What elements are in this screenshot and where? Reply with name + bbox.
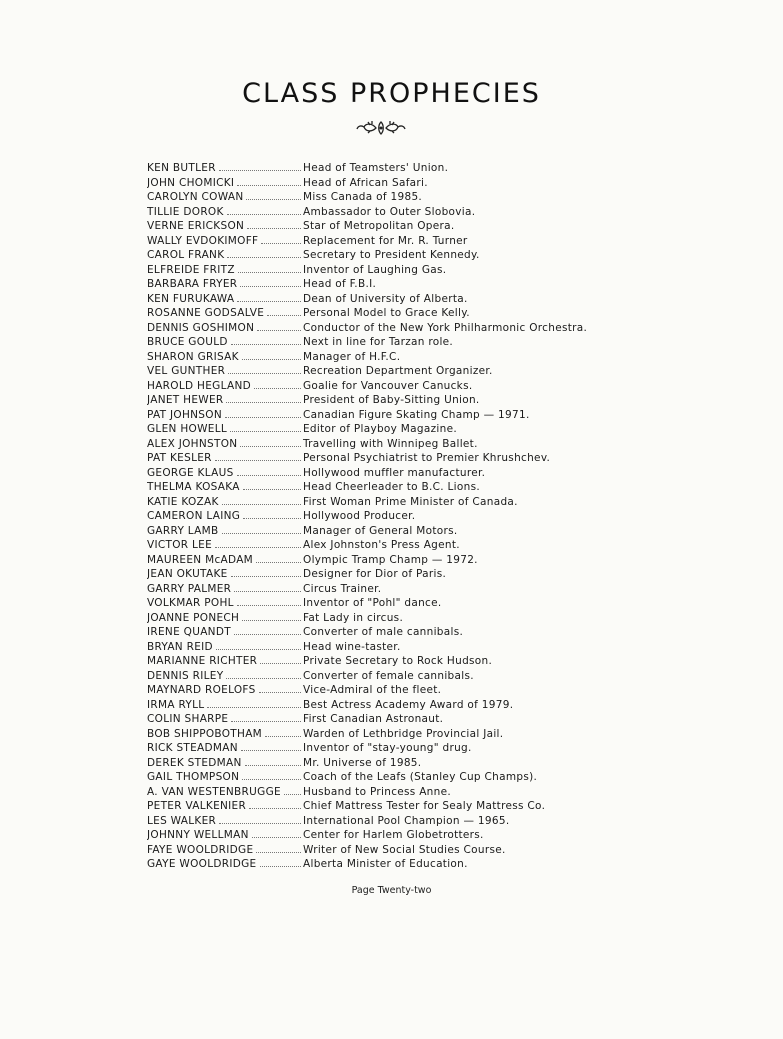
student-name: JANET HEWER [147, 394, 224, 406]
prophecy-text: Head of Teamsters' Union. [303, 162, 449, 174]
student-name-cell [147, 698, 303, 713]
list-item [147, 234, 627, 249]
list-item [147, 335, 627, 350]
list-item [147, 654, 627, 669]
list-item [147, 277, 627, 292]
student-name: GAIL THOMPSON [147, 771, 240, 783]
prophecy-text: Miss Canada of 1985. [303, 191, 423, 203]
student-name: LES WALKER [147, 814, 217, 827]
prophecy-text: Conductor of the New York Philharmonic Orchestra. [303, 321, 588, 334]
student-name: VOLKMAR POHL [147, 597, 234, 609]
list-item [147, 219, 627, 234]
student-name-cell [147, 176, 303, 191]
list-item [147, 524, 627, 539]
student-name-cell [147, 785, 303, 800]
dot-leader [216, 649, 301, 650]
prophecy-text: Secretary to President Kennedy. [303, 249, 480, 261]
student-name: THELMA KOSAKA [147, 481, 240, 493]
list-item [147, 611, 627, 626]
student-name: BARBARA FRYER [147, 278, 238, 290]
prophecy-text: Dean of University of Alberta. [303, 292, 468, 305]
dot-leader [265, 736, 301, 737]
student-name: JOANNE PONECH [147, 611, 240, 624]
list-item [147, 350, 627, 365]
student-name-cell [147, 712, 303, 727]
student-name: CAROL FRANK [147, 249, 225, 261]
dot-leader [260, 866, 302, 867]
list-item [147, 756, 627, 771]
dot-leader [245, 765, 301, 766]
dot-leader [247, 228, 301, 229]
student-name-cell [147, 277, 303, 292]
student-name-cell [147, 263, 303, 278]
prophecy-text: Head wine-taster. [303, 640, 401, 653]
dot-leader [231, 576, 301, 577]
student-name-cell [147, 669, 303, 684]
student-name: DEREK STEDMAN [147, 756, 242, 769]
dot-leader [222, 504, 301, 505]
list-item [147, 741, 627, 756]
list-item [147, 828, 627, 843]
list-item [147, 321, 627, 336]
student-name-cell [147, 364, 303, 379]
student-name: IRMA RYLL [147, 698, 205, 711]
list-item [147, 843, 627, 858]
prophecy-text: Warden of Lethbridge Provincial Jail. [303, 727, 504, 740]
list-item [147, 364, 627, 379]
student-name-cell [147, 625, 303, 640]
student-name-cell [147, 408, 303, 423]
prophecy-text: Personal Psychiatrist to Premier Khrushchev. [303, 452, 551, 464]
list-item [147, 176, 627, 191]
dot-leader [237, 475, 301, 476]
dot-leader [230, 431, 301, 432]
list-item [147, 451, 627, 466]
list-item [147, 640, 627, 655]
student-name: A. VAN WESTENBRUGGE [147, 785, 281, 798]
student-name-cell [147, 335, 303, 350]
dot-leader [240, 286, 301, 287]
dot-leader [261, 243, 301, 244]
dot-leader [242, 620, 301, 621]
prophecy-text: Goalie for Vancouver Canucks. [303, 379, 473, 392]
dot-leader [238, 272, 301, 273]
list-item [147, 553, 627, 568]
student-name: JOHN CHOMICKI [147, 176, 235, 189]
student-name-cell [147, 437, 303, 452]
student-name: IRENE QUANDT [147, 626, 231, 638]
prophecy-text: Next in line for Tarzan role. [303, 336, 454, 348]
student-name: GLEN HOWELL [147, 423, 227, 435]
student-name: VERNE ERICKSON [147, 220, 245, 232]
prophecy-text: Canadian Figure Skating Champ — 1971. [303, 408, 530, 421]
student-name: VICTOR LEE [147, 539, 213, 551]
list-item [147, 509, 627, 524]
student-name: JEAN OKUTAKE [147, 568, 228, 580]
student-name: KATIE KOZAK [147, 495, 219, 508]
student-name-cell [147, 640, 303, 655]
student-name-cell [147, 292, 303, 307]
student-name: PAT JOHNSON [147, 408, 222, 421]
dot-leader [260, 663, 301, 664]
list-item [147, 857, 627, 872]
prophecy-list [147, 161, 627, 872]
student-name-cell [147, 553, 303, 568]
prophecy-text: Inventor of "Pohl" dance. [303, 597, 442, 609]
student-name-cell [147, 727, 303, 742]
page-number: Page Twenty-two [351, 885, 432, 896]
dot-leader [225, 417, 301, 418]
dot-leader [219, 170, 301, 171]
dot-leader [243, 489, 301, 490]
student-name: COLIN SHARPE [147, 713, 229, 725]
prophecy-text: Olympic Tramp Champ — 1972. [303, 553, 478, 566]
student-name: KEN FURUKAWA [147, 292, 235, 305]
dot-leader [231, 721, 301, 722]
student-name-cell [147, 799, 303, 814]
student-name: DENNIS GOSHIMON [147, 321, 255, 334]
list-item [147, 263, 627, 278]
dot-leader [219, 823, 301, 824]
student-name-cell [147, 451, 303, 466]
dot-leader [237, 605, 301, 606]
student-name: CAROLYN COWAN [147, 191, 244, 203]
student-name-cell [147, 683, 303, 698]
dot-leader [226, 678, 301, 679]
list-item [147, 596, 627, 611]
student-name-cell [147, 770, 303, 785]
list-item [147, 466, 627, 481]
dot-leader [234, 634, 301, 635]
prophecy-text: Best Actress Academy Award of 1979. [303, 698, 514, 711]
dot-leader [257, 330, 301, 331]
prophecy-text: Star of Metropolitan Opera. [303, 220, 455, 232]
student-name: JOHNNY WELLMAN [147, 829, 249, 841]
prophecy-text: Replacement for Mr. R. Turner [303, 234, 468, 247]
prophecy-text: Manager of General Motors. [303, 524, 458, 537]
student-name: MARIANNE RICHTER [147, 655, 258, 667]
student-name-cell [147, 234, 303, 249]
student-name-cell [147, 219, 303, 234]
student-name: KEN BUTLER [147, 162, 216, 174]
dot-leader [234, 591, 301, 592]
prophecy-text: First Canadian Astronaut. [303, 713, 444, 725]
dot-leader [215, 547, 301, 548]
prophecy-text: Husband to Princess Anne. [303, 785, 451, 798]
list-item [147, 669, 627, 684]
student-name-cell [147, 654, 303, 669]
list-item [147, 480, 627, 495]
page-title: CLASS PROPHECIES [242, 78, 541, 110]
student-name: FAYE WOOLDRIDGE [147, 843, 254, 856]
student-name: RICK STEADMAN [147, 742, 238, 754]
student-name-cell [147, 741, 303, 756]
list-item [147, 393, 627, 408]
student-name-cell [147, 524, 303, 539]
student-name-cell [147, 611, 303, 626]
list-item [147, 205, 627, 220]
list-item [147, 161, 627, 176]
prophecy-text: Vice-Admiral of the fleet. [303, 684, 442, 696]
student-name: BRUCE GOULD [147, 336, 228, 348]
student-name-cell [147, 596, 303, 611]
prophecy-text: Alberta Minister of Education. [303, 858, 468, 870]
dot-leader [267, 315, 301, 316]
prophecy-text: Recreation Department Organizer. [303, 365, 493, 377]
dot-leader [246, 199, 301, 200]
list-item [147, 727, 627, 742]
student-name: CAMERON LAING [147, 510, 241, 522]
student-name-cell [147, 321, 303, 336]
list-item [147, 248, 627, 263]
prophecy-text: Converter of male cannibals. [303, 626, 464, 638]
student-name: ALEX JOHNSTON [147, 437, 238, 450]
list-item [147, 625, 627, 640]
student-name: SHARON GRISAK [147, 350, 239, 363]
prophecy-text: Editor of Playboy Magazine. [303, 423, 457, 435]
student-name-cell [147, 567, 303, 582]
student-name: BOB SHIPPOBOTHAM [147, 727, 263, 740]
dot-leader [227, 214, 301, 215]
list-item [147, 437, 627, 452]
student-name: TILLIE DOROK [147, 205, 224, 218]
prophecy-text: First Woman Prime Minister of Canada. [303, 495, 518, 508]
dot-leader [241, 750, 301, 751]
prophecy-text: Head Cheerleader to B.C. Lions. [303, 481, 480, 493]
dot-leader [240, 446, 301, 447]
prophecy-text: Designer for Dior of Paris. [303, 568, 447, 580]
student-name-cell [147, 422, 303, 437]
dot-leader [256, 852, 301, 853]
list-item [147, 683, 627, 698]
prophecy-text: Chief Mattress Tester for Sealy Mattress Co. [303, 800, 546, 812]
student-name: ROSANNE GODSALVE [147, 307, 265, 319]
list-item [147, 799, 627, 814]
list-item [147, 582, 627, 597]
prophecy-text: Mr. Universe of 1985. [303, 756, 422, 769]
student-name-cell [147, 205, 303, 220]
student-name-cell [147, 582, 303, 597]
prophecy-text: Circus Trainer. [303, 582, 382, 595]
list-item [147, 814, 627, 829]
prophecy-text: Alex Johnston's Press Agent. [303, 539, 460, 551]
dot-leader [284, 794, 301, 795]
list-item [147, 712, 627, 727]
prophecy-text: International Pool Champion — 1965. [303, 814, 510, 827]
student-name-cell [147, 161, 303, 176]
student-name-cell [147, 495, 303, 510]
student-name-cell [147, 306, 303, 321]
list-item [147, 379, 627, 394]
list-item [147, 292, 627, 307]
prophecy-text: Writer of New Social Studies Course. [303, 843, 506, 856]
prophecy-text: Fat Lady in circus. [303, 611, 404, 624]
dot-leader [254, 388, 301, 389]
list-item [147, 567, 627, 582]
prophecy-text: President of Baby-Sitting Union. [303, 394, 480, 406]
prophecy-text: Center for Harlem Globetrotters. [303, 829, 484, 841]
list-item [147, 190, 627, 205]
dot-leader [207, 707, 301, 708]
student-name: GEORGE KLAUS [147, 466, 234, 479]
student-name-cell [147, 538, 303, 553]
list-item [147, 408, 627, 423]
prophecy-text: Manager of H.F.C. [303, 350, 401, 363]
student-name: PAT KESLER [147, 452, 212, 464]
list-item [147, 306, 627, 321]
student-name-cell [147, 248, 303, 263]
student-name-cell [147, 843, 303, 858]
list-item [147, 698, 627, 713]
dot-leader [242, 779, 301, 780]
student-name-cell [147, 509, 303, 524]
student-name: PETER VALKENIER [147, 800, 247, 812]
list-item [147, 538, 627, 553]
dot-leader [256, 562, 301, 563]
prophecy-text: Hollywood muffler manufacturer. [303, 466, 486, 479]
student-name: DENNIS RILEY [147, 669, 224, 682]
prophecy-text: Hollywood Producer. [303, 510, 416, 522]
student-name: ELFREIDE FRITZ [147, 263, 235, 276]
student-name: GAYE WOOLDRIDGE [147, 858, 257, 870]
prophecy-text: Inventor of "stay-young" drug. [303, 742, 472, 754]
list-item [147, 422, 627, 437]
list-item [147, 770, 627, 785]
student-name: GARRY LAMB [147, 524, 219, 537]
dot-leader [252, 837, 301, 838]
prophecy-text: Converter of female cannibals. [303, 669, 474, 682]
dot-leader [242, 359, 301, 360]
prophecy-text: Inventor of Laughing Gas. [303, 263, 447, 276]
prophecy-text: Private Secretary to Rock Hudson. [303, 655, 493, 667]
student-name-cell [147, 857, 303, 872]
list-item [147, 785, 627, 800]
student-name-cell [147, 466, 303, 481]
dot-leader [227, 257, 301, 258]
dot-leader [237, 301, 301, 302]
dot-leader [237, 185, 301, 186]
prophecy-text: Coach of the Leafs (Stanley Cup Champs). [303, 771, 538, 783]
dot-leader [249, 808, 301, 809]
prophecy-text: Travelling with Winnipeg Ballet. [303, 437, 478, 450]
prophecy-text: Head of F.B.I. [303, 278, 377, 290]
student-name: HAROLD HEGLAND [147, 379, 251, 392]
student-name-cell [147, 814, 303, 829]
student-name: MAYNARD ROELOFS [147, 684, 256, 696]
student-name-cell [147, 828, 303, 843]
student-name: WALLY EVDOKIMOFF [147, 234, 259, 247]
list-item [147, 495, 627, 510]
student-name-cell [147, 393, 303, 408]
student-name-cell [147, 480, 303, 495]
dot-leader [231, 344, 301, 345]
prophecy-text: Personal Model to Grace Kelly. [303, 307, 470, 319]
dot-leader [215, 460, 301, 461]
dot-leader [243, 518, 301, 519]
student-name-cell [147, 190, 303, 205]
student-name: GARRY PALMER [147, 582, 232, 595]
dot-leader [226, 402, 301, 403]
dot-leader [222, 533, 301, 534]
dot-leader [259, 692, 301, 693]
student-name: VEL GUNTHER [147, 365, 226, 377]
student-name: BRYAN REID [147, 640, 213, 653]
student-name-cell [147, 350, 303, 365]
student-name-cell [147, 756, 303, 771]
dot-leader [228, 373, 301, 374]
prophecy-text: Ambassador to Outer Slobovia. [303, 205, 476, 218]
student-name-cell [147, 379, 303, 394]
floral-ornament-icon [356, 119, 406, 137]
student-name: MAUREEN McADAM [147, 553, 254, 566]
prophecy-text: Head of African Safari. [303, 176, 428, 189]
